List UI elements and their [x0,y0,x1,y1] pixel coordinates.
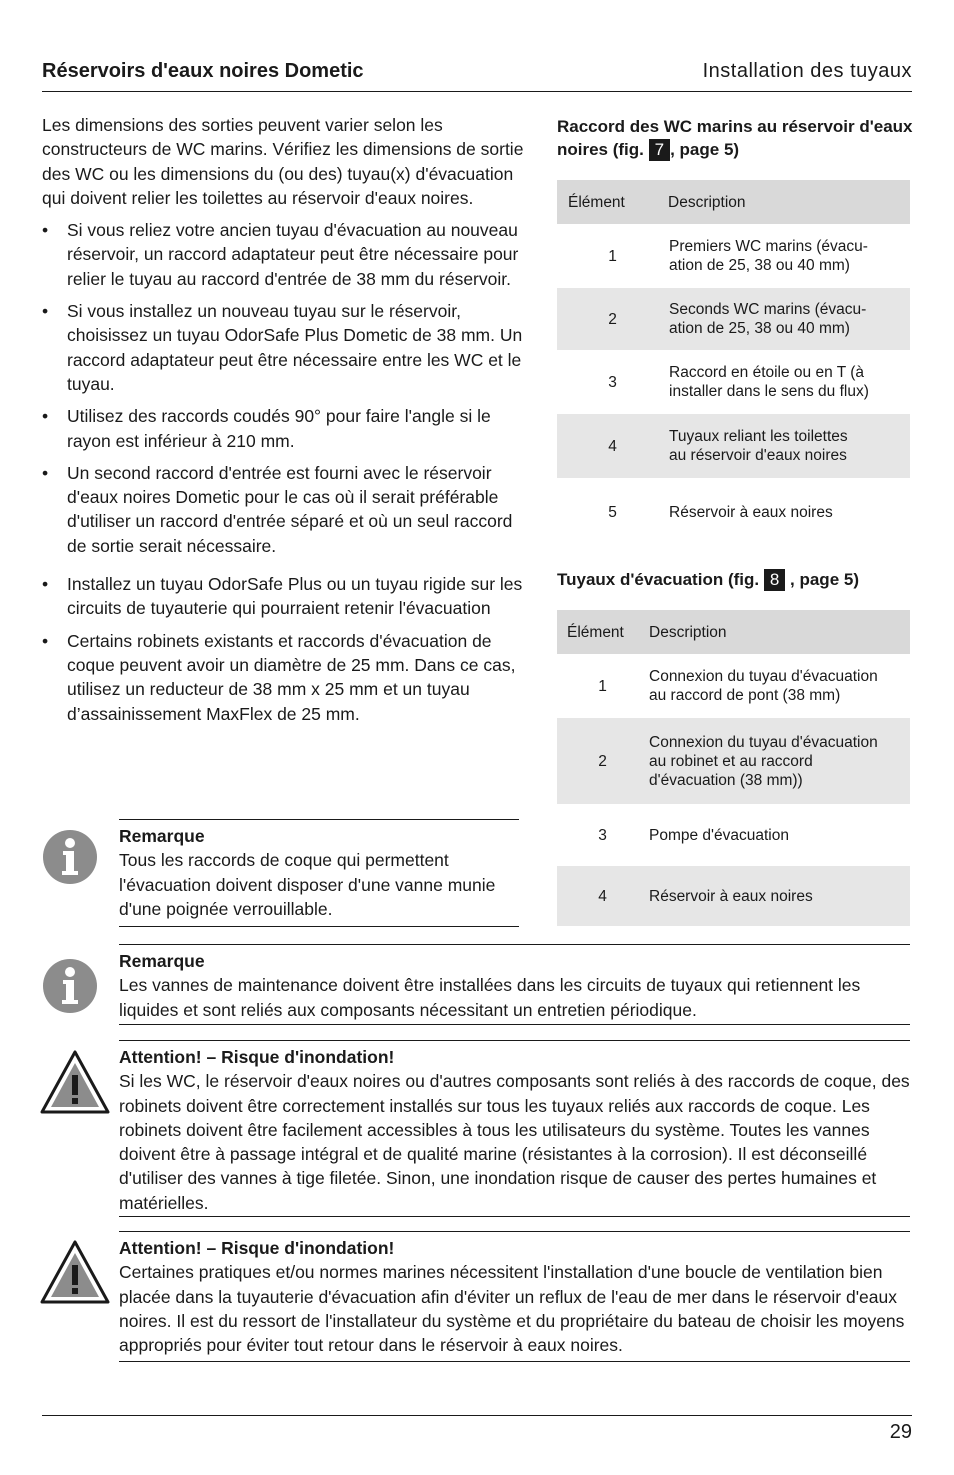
note-bottom-divider [119,1024,910,1025]
table1-title [557,115,917,161]
list-item: • Si vous reliez votre ancien tuyau d'évacuation au nouveau réservoir, un raccord adaptateur peut être nécessaire pour relier le tuyau au raccord d'entrée de 38 mm du réservoir. [42,218,524,291]
row-description: Raccord en étoile ou en T (à installer dans le sens du flux) [669,364,869,400]
warning-top-divider [119,1040,910,1041]
row-description: Réservoir à eaux noires [669,503,833,521]
row-number: 2 [557,718,648,804]
warning-icon [40,1050,110,1119]
warning-bottom-divider [119,1216,910,1217]
table-row [557,350,910,414]
bullet-list [42,218,524,726]
page-number: 29 [889,1421,912,1443]
table-header-row [557,610,910,654]
info-icon [42,829,98,890]
table-row [557,478,910,546]
document-title: Réservoirs d'eaux noires Dometic [42,60,364,82]
row-description: Pompe d'évacuation [649,826,789,844]
warning-title: Attention! – Risque d'inondation! [119,1238,395,1258]
table1-title-text: Raccord des WC marins au réservoir d'eaux noires (fig. [557,117,913,159]
row-description: Seconds WC marins (évacu- ation de 25, 38 ou 40 mm) [668,288,910,350]
row-number: 2 [557,288,668,350]
row-description: Connexion du tuyau d'évacuation au robinet et au raccord d'évacuation (38 mm)) [648,718,910,804]
note-top-divider [119,944,910,945]
list-item: • Utilisez des raccords coudés 90° pour faire l'angle si le rayon est inférieur à 210 mm. [42,404,524,453]
list-item: • Si vous installez un nouveau tuyau sur le réservoir, choisissez un tuyau OdorSafe Plus Dometic de 38 mm. Un raccord adaptateur peut être nécessaire entre les WC et le tuyau. [42,299,524,396]
left-column [42,113,524,734]
row-number: 5 [608,503,617,521]
column-header-element: Élément [557,610,648,654]
warning-top-divider [119,1231,910,1232]
row-description: Réservoir à eaux noires [648,866,910,926]
note-text: Les vannes de maintenance doivent être installées dans les circuits de tuyaux qui retiennent les liquides et sont reliés aux composants nécessitant un entretien périodique. [119,975,861,1020]
list-item: • Un second raccord d'entrée est fourni avec le réservoir d'eaux noires Dometic pour le cas où il serait préférable d'utiliser un raccord d'entrée séparé et où un seul raccord de sortie serait nécessaire. [42,461,524,558]
table2-title-text: Tuyaux d'évacuation (fig. [557,570,764,589]
note-bottom-divider [119,926,519,927]
list-item: • Certains robinets existants et raccords d'évacuation de coque peuvent avoir un diamètre de 25 mm. Dans ce cas, utilisez un reducteur de 38 mm x 25 mm et un tuyau d’assainissement MaxFlex de 25 mm. [42,629,524,726]
warning-text: Si les WC, le réservoir d'eaux noires ou d'autres composants sont reliés à des raccords de coque, des robinets doivent être correctement installés sur tous les tuyaux reliés aux raccords de coque. Les robinets doivent être facilement accessibles à tous les utilisateurs du système. Toutes les vannes doivent être à passage intégral et de qualité marine (résistantes à la corrosion). Il est déconseillé d'utiliser des vannes à tige filetée. Sinon, une inondation risque de causer des pertes humaines et matérielles. [119,1071,910,1213]
column-header-description: Description [668,180,910,224]
row-number: 4 [557,866,648,926]
table2 [557,610,910,926]
row-description: Premiers WC marins (évacu- ation de 25, 38 ou 40 mm) [669,238,868,274]
note-remarque-1 [119,824,519,921]
table2-title [557,568,917,591]
note-top-divider [119,819,519,820]
figure-badge: 8 [764,569,785,591]
column-header-description: Description [648,610,910,654]
column-header-element: Élément [557,180,668,224]
table-row [557,866,910,926]
row-number: 4 [557,414,668,478]
header-divider [42,91,912,92]
section-title: Installation des tuyaux [702,60,912,82]
warning-flood-2 [119,1236,910,1357]
warning-bottom-divider [119,1361,910,1362]
note-title: Remarque [119,951,205,971]
table-row [557,718,910,804]
footer-divider [42,1415,912,1416]
row-number: 1 [598,677,607,695]
table-row [557,654,910,718]
warning-icon [40,1240,110,1309]
table2-title-suffix: , page 5) [785,570,859,589]
note-remarque-2 [119,949,910,1022]
warning-flood-1 [119,1045,910,1215]
table-header-row [557,180,910,224]
table-row [557,224,910,288]
row-description: Tuyaux reliant les toilettes au réservoir d'eaux noires [668,414,910,478]
figure-badge: 7 [649,139,670,161]
warning-text: Certaines pratiques et/ou normes marines nécessitent l'installation d'une boucle de ventilation bien placée dans la tuyauterie d'évacuation afin d'éviter un reflux de l'eau de mer dans le réservoir d'eaux noires. Il est du ressort de l'installateur du système et du propriétaire du bateau de choisir les moyens appropriés pour éviter tout retour dans le réservoir à eaux noires. [119,1262,905,1356]
table1-title-suffix: , page 5) [670,140,740,159]
list-item: • Installez un tuyau OdorSafe Plus ou un tuyau rigide sur les circuits de tuyauterie qui pourraient retenir l'évacuation [42,572,524,621]
table1 [557,180,910,546]
row-number: 3 [598,826,607,844]
info-icon [42,958,98,1019]
intro-paragraph: Les dimensions des sorties peuvent varier selon les constructeurs de WC marins. Vérifiez les dimensions de sortie des WC ou les dimensions du (ou des) tuyau(x) d'évacuation qui doivent relier les toilettes au réservoir d'eaux noires. [42,115,524,208]
warning-title: Attention! – Risque d'inondation! [119,1047,395,1067]
row-number: 3 [608,373,617,391]
note-title: Remarque [119,826,205,846]
note-text: Tous les raccords de coque qui permettent l'évacuation doivent disposer d'une vanne munie d'une poignée verrouillable. [119,850,496,919]
table-row [557,804,910,866]
row-description: Connexion du tuyau d'évacuation au raccord de pont (38 mm) [649,668,878,704]
table-row [557,288,910,350]
table-row [557,414,910,478]
row-number: 1 [608,247,617,265]
